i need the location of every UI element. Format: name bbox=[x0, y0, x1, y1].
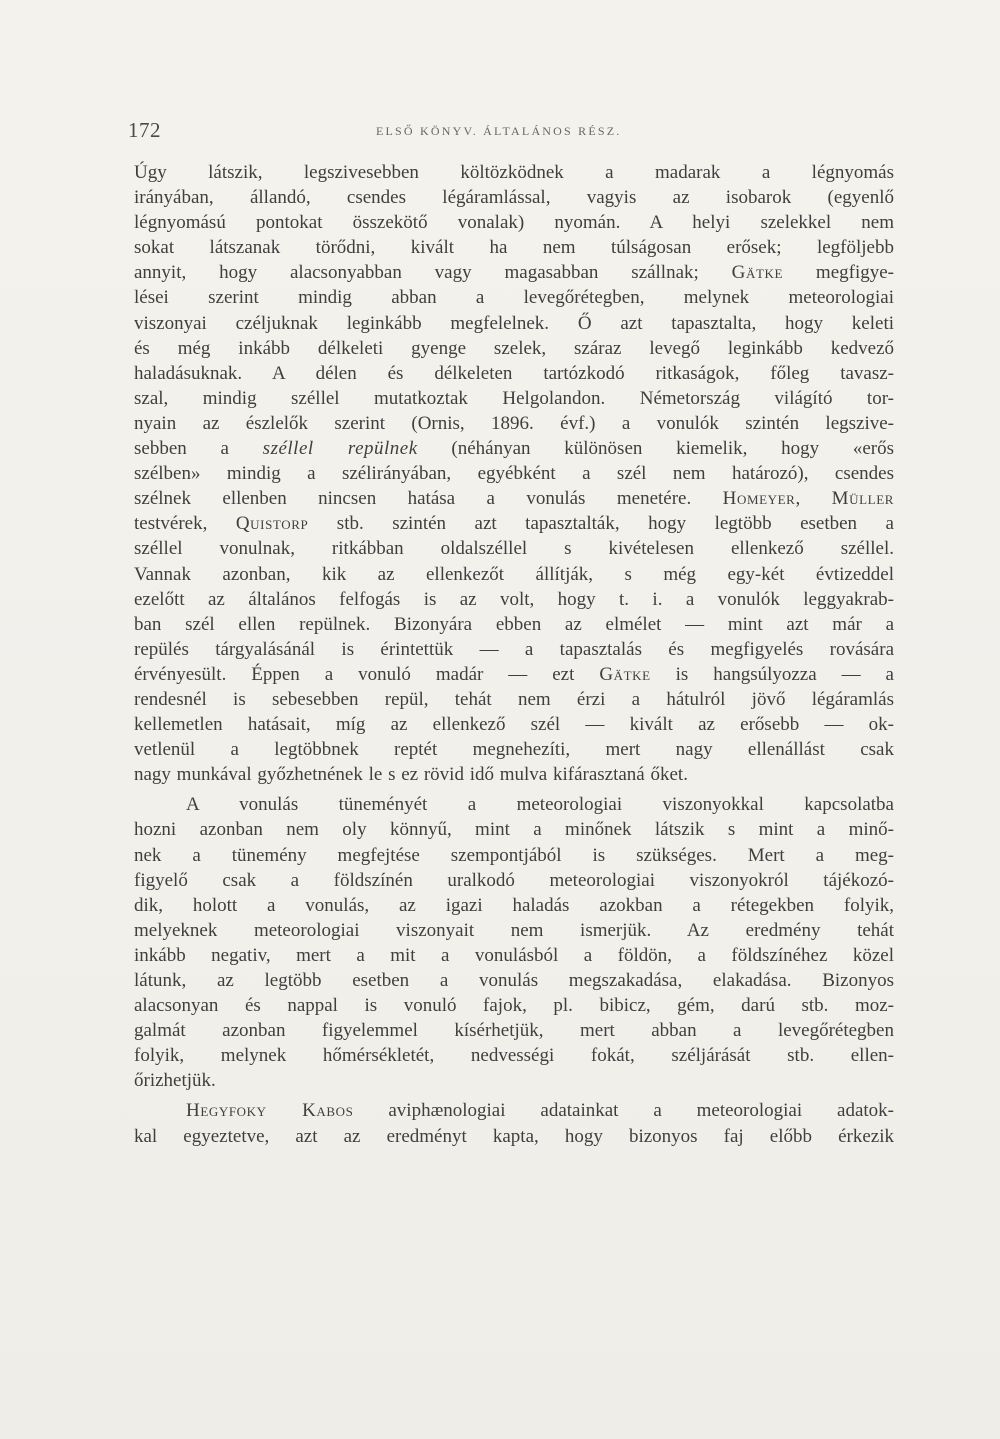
line-text: nagy munkával győzhetnének le s ez rövid idő mulva kifárasztaná őket. bbox=[134, 764, 688, 786]
text-line bbox=[134, 185, 894, 210]
text-line bbox=[134, 637, 894, 662]
line-text: , bbox=[795, 488, 832, 510]
text-line bbox=[134, 361, 894, 386]
line-text: szélben» mindig a szélirányában, egyébként a szél nem határozó), csendes bbox=[134, 463, 894, 485]
author-name: Müller bbox=[831, 488, 895, 510]
text-line bbox=[134, 587, 894, 612]
line-text: Vannak azonban, kik az ellenkezőt állítják, s még egy-két évtizeddel bbox=[134, 563, 894, 585]
text-line bbox=[134, 792, 894, 817]
text-line bbox=[134, 612, 894, 637]
line-text: testvérek, bbox=[134, 513, 236, 535]
line-text: galmát azonban figyelemmel kísérhetjük, mert abban a levegőrétegben bbox=[134, 1020, 894, 1042]
line-text: nek a tünemény megfejtése szempontjából is szükséges. Mert a meg- bbox=[134, 844, 894, 866]
text-line bbox=[134, 336, 894, 361]
line-text: haladásuknak. A délen és délkeleten tartózkodó ritkaságok, főleg tavasz- bbox=[134, 362, 894, 384]
text-line bbox=[134, 712, 894, 737]
author-name: Hegyfoky Kabos bbox=[186, 1100, 354, 1122]
text-line bbox=[134, 843, 894, 868]
line-text: légnyomású pontokat összekötő vonalak) nyomán. A helyi szelekkel nem bbox=[134, 212, 894, 234]
line-text: nyain az észlelők szerint (Ornis, 1896. évf.) a vonulók szintén legszive- bbox=[134, 412, 894, 434]
text-line bbox=[134, 893, 894, 918]
text-line bbox=[134, 662, 894, 687]
line-text: rendesnél is sebesebben repül, tehát nem érzi a hátulról jövő légáramlás bbox=[134, 688, 894, 710]
text-line bbox=[134, 562, 894, 587]
text-line bbox=[134, 762, 894, 787]
text-line bbox=[134, 486, 894, 511]
line-text: széllel vonulnak, ritkábban oldalszéllel s kivételesen ellenkező széllel. bbox=[134, 538, 894, 560]
text-line bbox=[134, 536, 894, 561]
line-text: (néhányan különösen kiemelik, hogy «erős bbox=[417, 438, 894, 460]
author-name: Homeyer bbox=[722, 488, 796, 510]
page-number: 172 bbox=[128, 118, 161, 142]
line-text: irányában, állandó, csendes légáramlással, vagyis az isobarok (egyenlő bbox=[134, 187, 894, 209]
line-text: szélnek ellenben nincsen hatása a vonulás menetére. bbox=[134, 488, 723, 510]
running-head bbox=[128, 118, 888, 148]
text-line bbox=[134, 817, 894, 842]
text-line bbox=[134, 386, 894, 411]
line-text: repülés tárgyalásánál is érintettük — a tapasztalás és megfigyelés rovására bbox=[134, 638, 894, 660]
emphasis-text: széllel repülnek bbox=[262, 438, 418, 460]
line-text: és még inkább délkeleti gyenge szelek, száraz levegő leginkább kedvező bbox=[134, 337, 894, 359]
line-text: kellemetlen hatásait, míg az ellenkező szél — kivált az erősebb — ok- bbox=[134, 714, 894, 736]
text-line bbox=[134, 210, 894, 235]
line-text: ban szél ellen repülnek. Bizonyára ebben az elmélet — mint azt már a bbox=[134, 613, 894, 635]
text-line bbox=[134, 1068, 894, 1093]
author-name: Quistorp bbox=[235, 513, 309, 535]
line-text: is hangsúlyozza — a bbox=[650, 663, 894, 685]
line-text: dik, holott a vonulás, az igazi haladás azokban a rétegekben folyik, bbox=[134, 894, 894, 916]
text-line bbox=[134, 1098, 894, 1123]
text-line bbox=[134, 411, 894, 436]
text-line bbox=[134, 943, 894, 968]
body-text bbox=[134, 160, 894, 1149]
line-text: megfigye- bbox=[783, 262, 895, 284]
text-line bbox=[134, 918, 894, 943]
text-line bbox=[134, 1043, 894, 1068]
line-text: stb. szintén azt tapasztalták, hogy legtöbb esetben a bbox=[308, 513, 894, 535]
text-line bbox=[134, 260, 894, 285]
line-text: aviphænologiai adatainkat a meteorologiai adatok- bbox=[353, 1100, 894, 1122]
text-line bbox=[134, 160, 894, 185]
line-text: ezelőtt az általános felfogás is az volt, hogy t. i. a vonulók leggyakrab- bbox=[134, 588, 894, 610]
line-text: vetlenül a legtöbbnek reptét megnehezíti, mert nagy ellenállást csak bbox=[134, 739, 894, 761]
author-name: Gätke bbox=[731, 262, 784, 284]
text-line bbox=[134, 868, 894, 893]
text-line bbox=[134, 687, 894, 712]
line-text: szal, mindig széllel mutatkoztak Helgolandon. Németország világító tor- bbox=[134, 387, 894, 409]
line-text: alacsonyan és nappal is vonuló fajok, pl. bibicz, gém, darú stb. moz- bbox=[134, 995, 894, 1017]
text-line bbox=[134, 436, 894, 461]
text-line bbox=[134, 993, 894, 1018]
text-line bbox=[134, 737, 894, 762]
author-name: Gätke bbox=[599, 663, 651, 685]
line-text: hozni azonban nem oly könnyű, mint a minőnek látszik s mint a minő- bbox=[134, 819, 894, 841]
line-text: látunk, az legtöbb esetben a vonulás megszakadása, elakadása. Bizonyos bbox=[134, 970, 894, 991]
text-line bbox=[134, 968, 894, 993]
line-text: folyik, melynek hőmérsékletét, nedvességi fokát, széljárását stb. ellen- bbox=[134, 1045, 894, 1067]
line-text: inkább negativ, mert a mit a vonulásból a földön, a földszínéhez közel bbox=[134, 944, 894, 966]
text-line bbox=[134, 1018, 894, 1043]
line-text: melyeknek meteorologiai viszonyait nem ismerjük. Az eredmény tehát bbox=[134, 919, 894, 941]
line-text: kal egyeztetve, azt az eredményt kapta, hogy bizonyos faj előbb érkezik bbox=[134, 1125, 894, 1147]
line-text: lései szerint mindig abban a levegőrétegben, melynek meteorologiai bbox=[134, 287, 894, 309]
text-line bbox=[134, 311, 894, 336]
line-text: érvényesült. Éppen a vonuló madár — ezt bbox=[134, 663, 600, 685]
line-text: viszonyai czéljuknak leginkább megfelelnek. Ő azt tapasztalta, hogy keleti bbox=[134, 312, 894, 334]
line-text: őrizhetjük. bbox=[134, 1070, 216, 1092]
line-text: Úgy látszik, legszivesebben költözködnek a madarak a légnyomás bbox=[134, 162, 894, 183]
line-text: figyelő csak a földszínén uralkodó meteorologiai viszonyokról tájékozó- bbox=[134, 869, 894, 891]
line-text: annyit, hogy alacsonyabban vagy magasabban szállnak; bbox=[134, 262, 732, 284]
running-title: ELSŐ KÖNYV. ÁLTALÁNOS RÉSZ. bbox=[376, 124, 622, 138]
text-line bbox=[134, 511, 894, 536]
text-line bbox=[134, 235, 894, 260]
line-text: sokat látszanak törődni, kivált ha nem túlságosan erősek; legföljebb bbox=[134, 237, 894, 259]
line-text: A vonulás tüneményét a meteorologiai viszonyokkal kapcsolatba bbox=[186, 794, 894, 816]
line-text: sebben a bbox=[134, 438, 263, 460]
text-line bbox=[134, 461, 894, 486]
text-line bbox=[134, 285, 894, 310]
text-line bbox=[134, 1124, 894, 1149]
